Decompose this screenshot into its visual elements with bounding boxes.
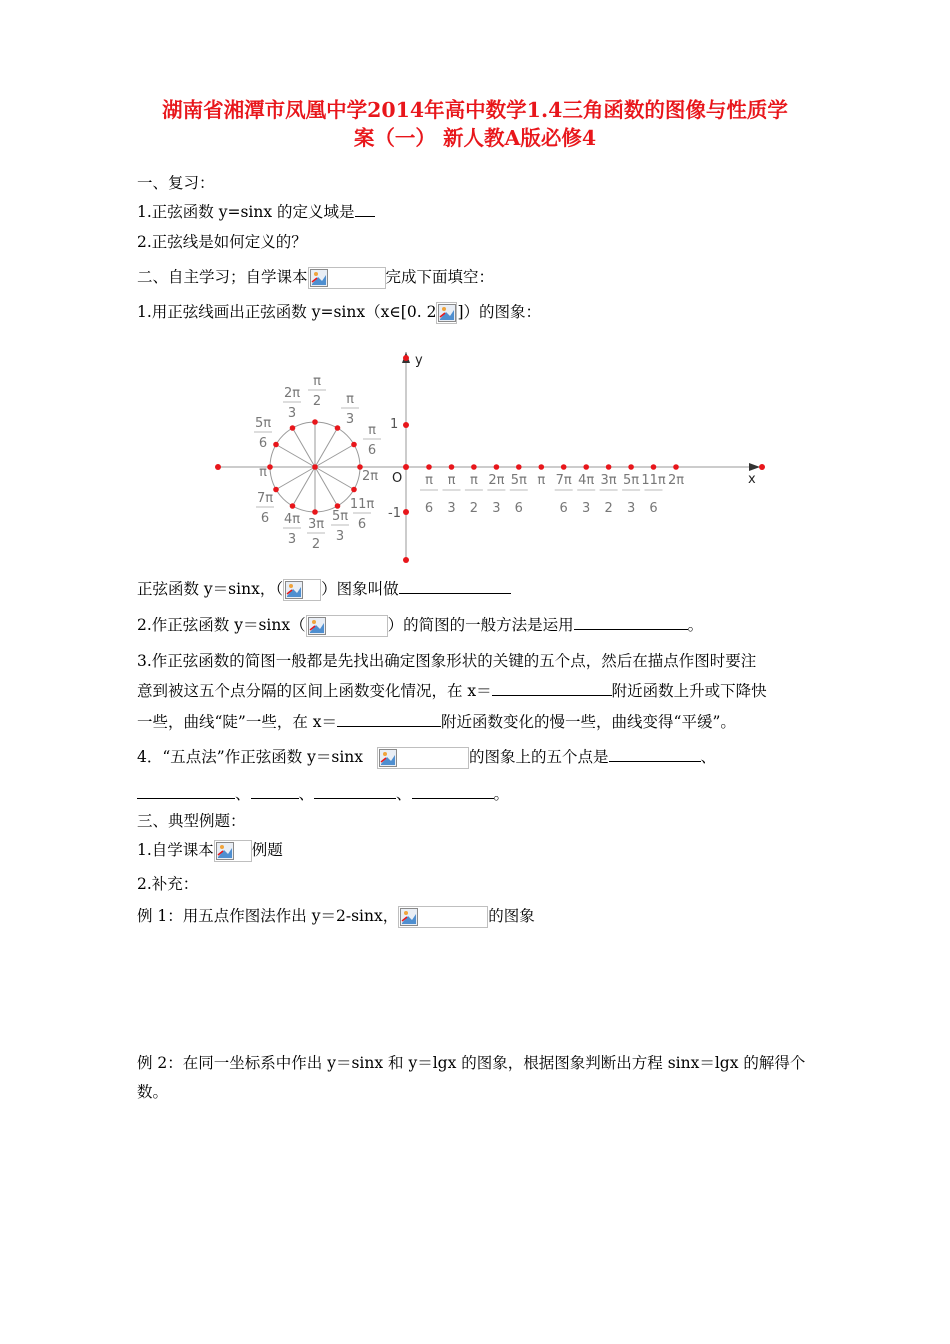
circle-point [290,425,296,431]
circle-point [273,487,279,493]
circle-angle-numerator: 2π [283,386,301,401]
example-1-b: 的图象 [488,907,535,925]
circle-radius [293,428,316,467]
fill-l2-a: 2.作正弦函数 y＝sinx（ [137,616,306,634]
axis-point [426,464,432,470]
broken-image-placeholder [377,747,469,769]
fill-l6-end: 、 [700,748,717,766]
axis-point [516,464,522,470]
circle-angle-numerator: 5π [254,416,272,431]
fill-l2-b: ）的简图的一般方法是运用 [387,616,574,634]
circle-angle-numerator: 11π [349,497,375,512]
separator: 、 [235,785,251,803]
axis-point [673,464,679,470]
x-axis-label: x [748,472,756,487]
self-study-q1-b: ]）的图象： [457,303,541,321]
image-icon [310,269,328,287]
answer-blank[interactable] [609,746,701,762]
origin-point [403,464,409,470]
circle-point [290,503,296,509]
answer-blank[interactable] [337,711,441,727]
image-icon [285,581,303,599]
y-minus-one-point [403,509,409,515]
axis-point [539,464,545,470]
image-icon [400,908,418,926]
self-study-q1-a: 1.用正弦线画出正弦函数 y=sinx（x∈[0. 2 [137,303,437,321]
axis-point [651,464,657,470]
fill-l2-end: 。 [687,616,704,634]
review-heading: 一、复习： [137,174,215,192]
self-study-text-b: 完成下面填空： [385,268,495,286]
circle-angle-denominator: 6 [367,443,377,458]
answer-blank[interactable] [574,614,688,630]
fill-line-6 [137,746,716,769]
examples-heading: 三、典型例题： [137,812,246,830]
circle-angle-numerator: 7π [256,491,274,506]
fill-line-4 [137,680,767,702]
axis-angle-denominator: 3 [582,501,591,516]
fill-l4-a: 意到被这五个点分隔的区间上函数变化情况，在 x＝ [137,682,492,700]
circle-angle-numerator: π [346,392,354,407]
broken-image-placeholder [214,840,252,862]
answer-blank[interactable] [137,783,235,799]
separator: 、 [298,785,315,803]
axis-angle-denominator: 6 [649,501,658,516]
circle-radius [315,467,338,506]
fill-line-5 [137,711,736,733]
axis-angle-denominator: 6 [559,501,568,516]
axis-angle-numerator: 5π [510,473,527,488]
document-title [130,96,820,152]
circle-point [312,419,318,425]
image-icon [438,304,456,322]
axis-point [628,464,634,470]
axis-angle-denominator: 3 [626,501,636,516]
circle-angle-denominator: 2 [311,537,321,552]
answer-blank[interactable] [355,201,375,217]
axis-angle-denominator: 3 [447,501,456,516]
axis-angle-numerator: 7π [555,473,572,488]
circle-angle-numerator: π [368,423,376,438]
review-question-1 [137,201,375,223]
circle-angle-denominator: 2 [312,394,322,409]
y-bottom-point [403,557,409,563]
self-study-text-a: 二、自主学习；自学课本 [137,268,308,286]
circle-radius [315,467,354,490]
circle-point [335,503,341,509]
circle-radius [276,467,315,490]
title-line-2: 案（一） 新人教A版必修4 [353,126,597,150]
axis-angle-numerator: 3π [600,473,617,488]
circle-angle-denominator: 6 [260,511,270,526]
circle-angle-denominator: 3 [345,412,355,427]
image-icon [379,749,397,767]
circle-angle-denominator: 3 [287,406,297,421]
circle-radius [276,445,315,468]
circle-angle-numerator: 2π [361,469,379,484]
example-e1-b: 例题 [251,841,283,859]
figure-axes [218,352,760,560]
fill-line-1 [137,578,511,601]
example-line-2: 2.补充： [137,875,199,893]
self-study-heading [137,266,494,289]
answer-blank[interactable] [314,783,396,799]
image-icon [216,842,234,860]
circle-angle-denominator: 3 [335,529,345,544]
y-axis-label: y [415,353,423,368]
axis-angle-denominator: 6 [424,501,434,516]
y-minus-one-label: -1 [388,506,401,521]
y-one-point [403,422,409,428]
period: 。 [493,785,510,803]
review-q1-text: 1.正弦函数 y=sinx 的定义域是 [137,203,355,221]
circle-angle-denominator: 6 [357,517,367,532]
axis-angle-numerator: π [469,473,478,488]
x-end-point [759,464,765,470]
broken-image-placeholder [398,906,488,928]
broken-image-placeholder [436,302,457,324]
image-icon [308,617,326,635]
axis-angle-numerator: π [537,473,546,488]
example-1-a: 例 1：用五点作图法作出 y＝2-sinx， [137,907,399,925]
answer-blank[interactable] [251,783,299,799]
broken-image-placeholder [306,615,388,637]
circle-radius [315,445,354,468]
review-question-2: 2.正弦线是如何定义的？ [137,233,307,251]
axis-angle-numerator: 4π [578,473,595,488]
sine-line-figure [200,340,775,570]
circle-angle-denominator: 6 [258,436,268,451]
fill-l1-a: 正弦函数 y＝sinx，（ [137,580,284,598]
origin-label: O [392,471,403,486]
circle-point [312,509,318,515]
axis-angle-denominator: 2 [469,501,479,516]
fill-line-3: 3.作正弦函数的简图一般都是先找出确定图象形状的关键的五个点，然后在描点作图时要注 [137,652,757,670]
y-top-point [403,355,409,361]
fill-l4-b: 附近函数上升或下降快 [611,682,767,700]
example-1 [137,905,535,928]
separator: 、 [396,785,412,803]
y-one-label: 1 [390,417,399,432]
fill-l5-b: 附近函数变化的慢一些，曲线变得“平缓”。 [441,713,736,731]
example-e1-a: 1.自学课本 [137,841,214,859]
fill-l6-b: 的图象上的五个点是 [469,748,609,766]
axis-angle-numerator: 2π [488,473,505,488]
answer-blank[interactable] [492,680,612,696]
axis-point [583,464,589,470]
axis-angle-labels [420,473,684,516]
fill-line-7 [137,783,509,805]
circle-point [267,464,273,470]
broken-image-placeholder [283,579,321,601]
broken-image-placeholder [308,267,386,289]
axis-point [449,464,455,470]
axis-point [494,464,500,470]
answer-blank[interactable] [412,783,494,799]
axis-angle-numerator: π [447,473,456,488]
circle-angle-numerator: 4π [283,512,301,527]
circle-radius [293,467,316,506]
axis-angle-numerator: 2π [667,473,685,488]
axis-angle-denominator: 6 [514,501,523,516]
circle-angle-numerator: 5π [331,509,349,524]
example-line-1 [137,839,283,862]
circle-angle-numerator: π [259,465,267,480]
answer-blank[interactable] [399,578,511,594]
title-line-1: 湖南省湘潭市凤凰中学2014年高中数学1.4三角函数的图像与性质学 [162,98,788,122]
axis-angle-denominator: 2 [604,501,613,516]
circle-point [351,487,357,493]
circle-point [351,442,357,448]
axis-angle-denominator: 3 [492,501,501,516]
circle-angle-numerator: π [313,374,321,389]
self-study-q1 [137,301,541,324]
axis-angle-numerator: 5π [623,473,640,488]
fill-l5-a: 一些，曲线“陡”一些，在 x＝ [137,713,338,731]
example-2: 例 2：在同一坐标系中作出 y＝sinx 和 y＝lgx 的图象，根据图象判断出方程 sinx＝lgx 的解得个数。 [137,1054,806,1101]
axis-angle-numerator: π [425,473,433,488]
fill-l6-a: 4．“五点法”作正弦函数 y＝sinx [137,748,364,766]
circle-angle-denominator: 3 [287,532,297,547]
circle-center-point [312,464,318,470]
circle-angle-numerator: 3π [307,517,325,532]
circle-radius [315,428,338,467]
axis-point [606,464,612,470]
fill-line-2 [137,614,703,637]
x-left-point [215,464,221,470]
circle-point [273,442,279,448]
circle-point [335,425,341,431]
axis-point [471,464,477,470]
fill-l1-b: ）图象叫做 [321,580,399,598]
axis-point [561,464,567,470]
x-arrow-icon [749,463,760,471]
axis-angle-numerator: 11π [641,473,666,488]
